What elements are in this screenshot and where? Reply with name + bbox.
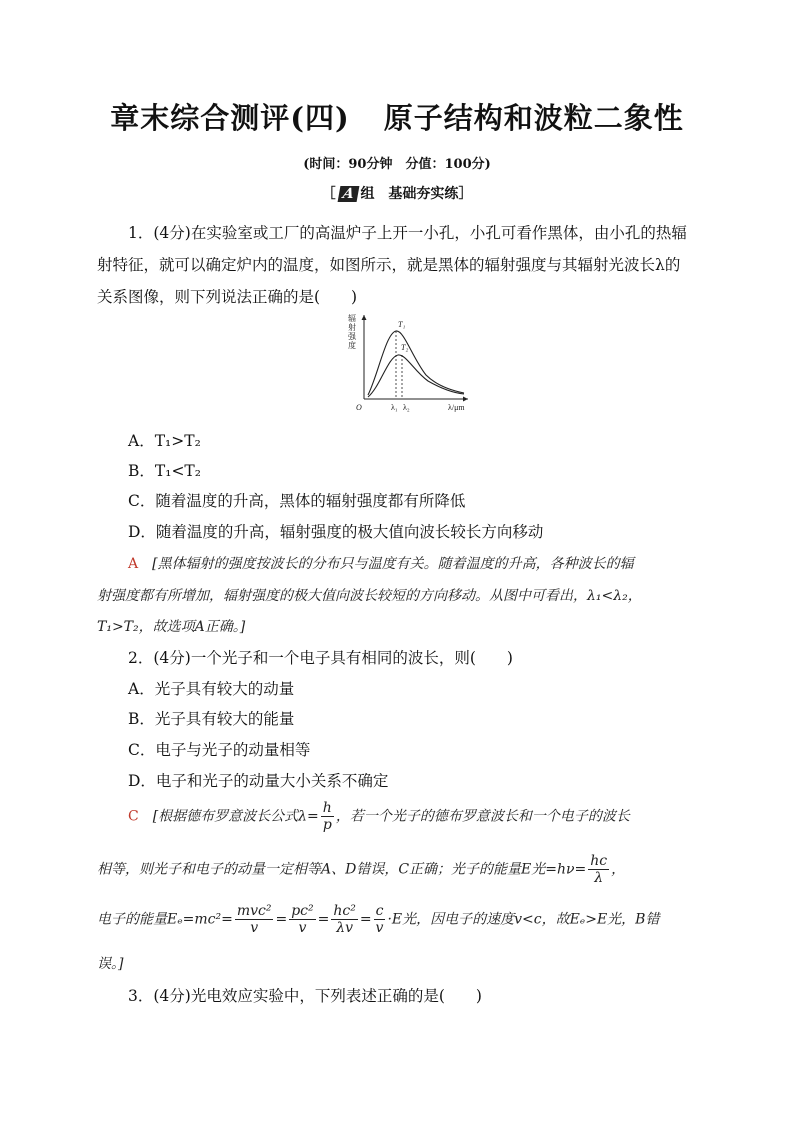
q1-answer-line1: [128, 553, 634, 573]
q2-answer-text3b: ·E光，因电子的速度v<c，故Eₑ>E光，B错: [387, 911, 660, 928]
fraction-c-over-v: [374, 903, 386, 936]
q1-option-b: B．T₁<T₂: [128, 462, 201, 480]
equals-sign: =: [359, 911, 372, 928]
q1-option-a: A．T₁>T₂: [128, 432, 201, 450]
x-axis-label: λ/μm: [448, 403, 465, 412]
frac-den: v: [375, 920, 384, 936]
ylabel-char-3: 强: [348, 332, 356, 341]
q1-line1: 1．(4分)在实验室或工厂的高温炉子上开一小孔，小孔可看作黑体，由小孔的热辐: [128, 224, 687, 242]
ylabel-char-4: 度: [348, 341, 356, 350]
q2-answer-text1b: ，若一个光子的德布罗意波长和一个电子的波长: [335, 808, 630, 825]
q2-option-a: A．光子具有较大的动量: [128, 680, 295, 698]
title-right: 原子结构和波粒二象性: [383, 101, 684, 135]
q1-answer-letter: A: [128, 556, 139, 572]
label-lambda2: λ₂: [403, 403, 410, 412]
title-left: 章末综合测评(四): [110, 101, 350, 135]
ylabel-char-1: 辐: [348, 314, 356, 323]
exam-info: (时间：90分钟 分值：100分): [303, 157, 491, 172]
frac-den: v: [250, 920, 259, 936]
group-label: 组 基础夯实练: [360, 186, 459, 202]
group-badge: A: [337, 186, 359, 202]
fraction-h-over-p: [321, 800, 334, 833]
frac-num: pc²: [291, 903, 314, 919]
q2-answer-line2: [97, 853, 625, 886]
q2-answer-letter: C: [128, 808, 139, 825]
q2-answer-line1: [128, 800, 630, 833]
frac-den: v: [298, 920, 307, 936]
q1-answer-line3: T₁>T₂，故选项A正确。]: [97, 619, 246, 635]
label-lambda1: λ₁: [391, 403, 398, 412]
label-t2: T₂: [401, 343, 409, 352]
frac-den: λv: [336, 920, 354, 936]
frac-num: mvc²: [236, 903, 272, 919]
q2-option-c: C．电子与光子的动量相等: [128, 741, 311, 759]
fraction-mvc2-over-v: [235, 903, 274, 936]
q2-answer-text1a: [根据德布罗意波长公式λ=: [152, 808, 319, 825]
frac-num: hc²: [333, 903, 356, 919]
bracket-right: ］: [458, 186, 473, 202]
q2-answer-line4: 误。]: [97, 956, 124, 972]
frac-num: hc: [590, 853, 608, 869]
q1-option-c: C．随着温度的升高，黑体的辐射强度都有所降低: [128, 492, 466, 510]
equals-sign: =: [275, 911, 288, 928]
frac-num: c: [375, 903, 384, 919]
curve-t1: [368, 331, 464, 395]
frac-num: h: [322, 800, 332, 816]
ylabel-char-2: 射: [348, 323, 356, 332]
fraction-hc2-over-lambdav: [331, 903, 357, 936]
page-title: [0, 96, 794, 137]
curve-t2: [368, 355, 464, 397]
q2-line1: 2．(4分)一个光子和一个电子具有相同的波长，则( ): [128, 649, 513, 667]
q1-answer-line2: 射强度都有所增加，辐射强度的极大值向波长较短的方向移动。从图中可看出，λ₁<λ₂，: [97, 588, 642, 604]
q2-answer-text2a: 相等，则光子和电子的动量一定相等A、D错误，C正确；光子的能量E光=hν=: [97, 861, 587, 878]
label-t1: T₁: [398, 320, 406, 329]
group-header: [0, 183, 794, 203]
q2-option-d: D．电子和光子的动量大小关系不确定: [128, 772, 389, 790]
q1-answer-text1: [黑体辐射的强度按波长的分布只与温度有关。随着温度的升高，各种波长的辐: [152, 556, 634, 572]
bracket-left: ［: [321, 186, 336, 202]
q1-line2: 射特征，就可以确定炉内的温度，如图所示，就是黑体的辐射强度与其辐射光波长λ的: [97, 256, 681, 274]
q2-answer-line3: [97, 903, 659, 936]
equals-sign: =: [317, 911, 330, 928]
frac-den: p: [322, 817, 332, 833]
q3-line1: 3．(4分)光电效应实验中，下列表述正确的是( ): [128, 987, 482, 1005]
q2-answer-text2b: ，: [611, 861, 626, 878]
q1-option-d: D．随着温度的升高，辐射强度的极大值向波长较长方向移动: [128, 523, 544, 541]
origin-label: O: [356, 403, 362, 412]
fraction-pc2-over-v: [289, 903, 315, 936]
blackbody-radiation-figure: [346, 313, 476, 419]
q1-line3: 关系图像，则下列说法正确的是( ): [97, 288, 358, 306]
q2-option-b: B．光子具有较大的能量: [128, 710, 295, 728]
q2-answer-text3a: 电子的能量Eₑ=mc²=: [97, 911, 233, 928]
frac-den: λ: [594, 870, 604, 886]
fraction-hc-over-lambda: [588, 853, 609, 886]
